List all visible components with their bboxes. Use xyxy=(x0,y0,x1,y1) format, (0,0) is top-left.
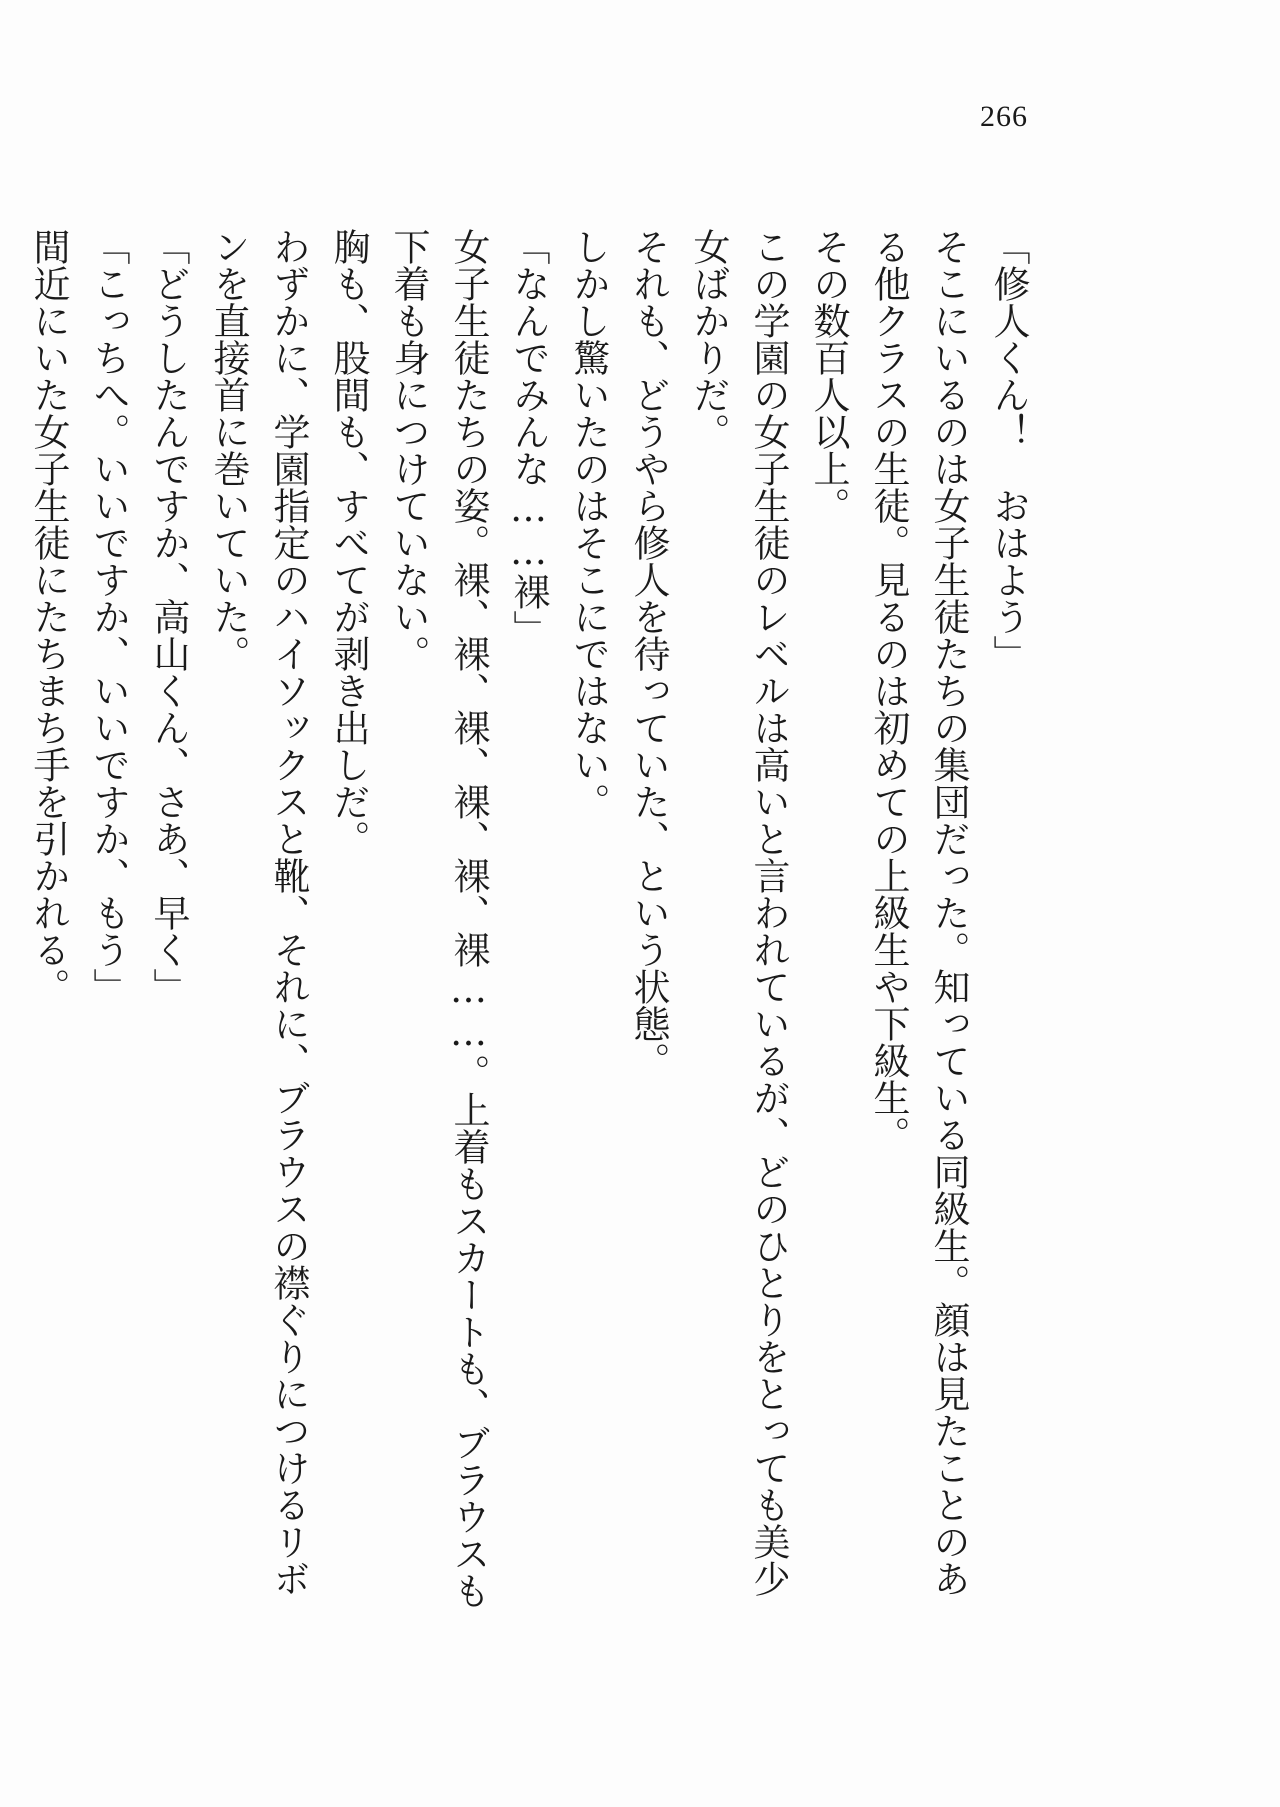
text-line: 間近にいた女子生徒にたちまち手を引かれる。 xyxy=(27,228,70,1005)
text-line: 「修人くん！ おはよう」 xyxy=(987,228,1030,672)
text-line: る他クラスの生徒。見るのは初めての上級生や下級生。 xyxy=(867,228,910,1153)
text-line: そこにいるのは女子生徒たちの集団だった。知っている同級生。顔は見たことのあ xyxy=(927,228,970,1597)
text-line: 下着も身につけていない。 xyxy=(387,228,430,672)
page-number: 266 xyxy=(980,100,1028,133)
text-line: ンを直接首に巻いていた。 xyxy=(207,228,250,672)
text-line: その数百人以上。 xyxy=(807,228,850,524)
text-line: しかし驚いたのはそこにではない。 xyxy=(567,228,610,820)
text-line: 「なんでみんな……裸」 xyxy=(507,228,550,647)
text-line: わずかに、学園指定のハイソックスと靴、それに、ブラウスの襟ぐりにつけるリボ xyxy=(267,228,310,1597)
text-line: 胸も、股間も、すべてが剥き出しだ。 xyxy=(327,228,370,857)
text-line: この学園の女子生徒のレベルは高いと言われているが、どのひとりをとっても美少 xyxy=(747,228,790,1597)
text-line: 「どうしたんですか、高山くん、さあ、早く」 xyxy=(147,228,190,1005)
text-line: それも、どうやら修人を待っていた、という状態。 xyxy=(627,228,670,1079)
vertical-text-body xyxy=(18,228,1038,1678)
text-line: 女子生徒たちの姿。裸、裸、裸、裸、裸、裸……。上着もスカートも、ブラウスも xyxy=(447,228,490,1609)
text-line: 女ばかりだ。 xyxy=(687,228,730,450)
text-line: 「こっちへ。いいですか、いいですか、もう」 xyxy=(87,228,130,1005)
